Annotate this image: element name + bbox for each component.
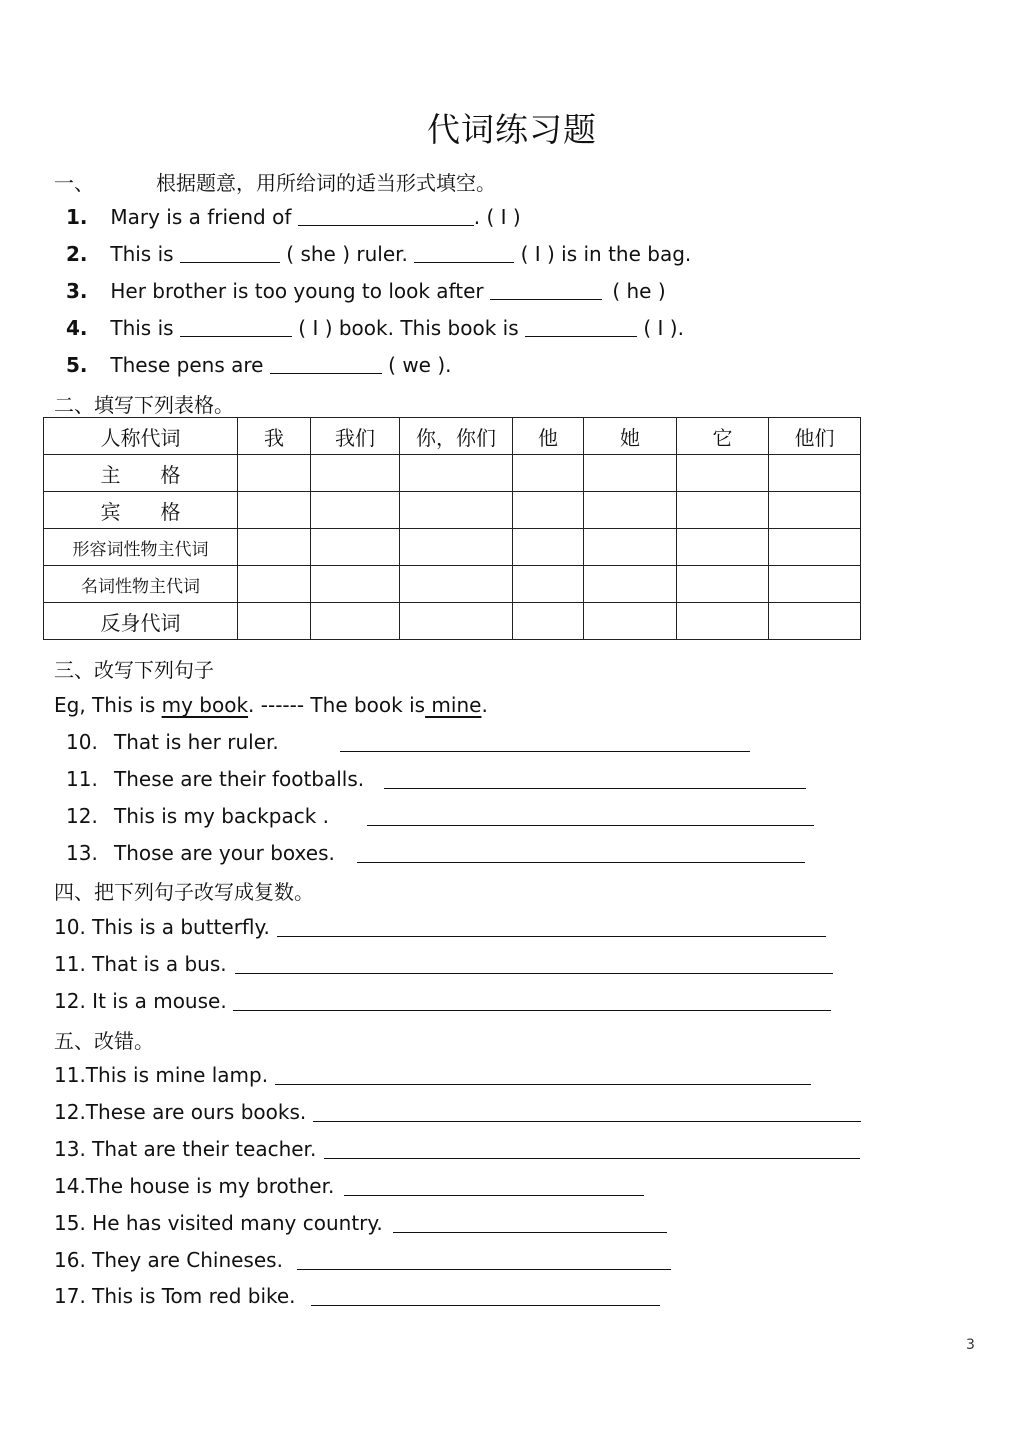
answer-line[interactable]	[233, 990, 831, 1011]
table-header-cell: 我	[238, 418, 311, 455]
answer-line[interactable]	[311, 1285, 660, 1306]
item-text: This is	[110, 316, 174, 340]
answer-line[interactable]	[277, 916, 826, 937]
row-label: 形容词性物主代词	[44, 529, 238, 566]
correction-item: 11.This is mine lamp.	[54, 1063, 269, 1087]
table-header-cell: 你，你们	[400, 418, 513, 455]
answer-line[interactable]	[357, 842, 805, 863]
example-text: . ------ The book is	[248, 693, 426, 717]
example-text: Eg, This is	[54, 693, 162, 717]
correction-item: 16. They are Chineses.	[54, 1248, 283, 1272]
answer-blank[interactable]	[525, 316, 637, 337]
table-cell[interactable]	[513, 492, 584, 529]
table-header-cell: 我们	[311, 418, 400, 455]
fill-item-3	[54, 278, 666, 304]
table-cell[interactable]	[238, 529, 311, 566]
fill-item-5	[54, 352, 452, 378]
item-number: 1.	[66, 205, 88, 229]
table-cell[interactable]	[400, 492, 513, 529]
table-cell[interactable]	[311, 492, 400, 529]
page-title: 代词练习题	[427, 110, 597, 149]
table-header-cell: 它	[677, 418, 769, 455]
section1-heading	[54, 167, 496, 196]
fill-item-4	[54, 315, 684, 341]
example-underlined: my book	[161, 693, 249, 717]
answer-line[interactable]	[344, 1175, 644, 1196]
item-text: These pens are	[110, 353, 264, 377]
answer-line[interactable]	[367, 805, 814, 826]
answer-blank[interactable]	[180, 316, 292, 337]
section1-heading-num: 一、	[54, 171, 94, 195]
section2-heading: 二、填写下列表格。	[54, 393, 234, 417]
fill-item-2	[54, 241, 691, 267]
example-underlined: mine	[425, 693, 482, 717]
table-row	[44, 492, 861, 529]
example-text: .	[481, 693, 488, 717]
item-text: . ( I )	[473, 205, 521, 229]
table-cell[interactable]	[513, 566, 584, 603]
correction-item: 12.These are ours books.	[54, 1100, 307, 1124]
table-cell[interactable]	[769, 529, 861, 566]
item-text: This is	[110, 242, 174, 266]
rewrite-item	[66, 803, 329, 829]
pronoun-table	[43, 417, 861, 640]
row-label: 反身代词	[44, 603, 238, 640]
answer-blank[interactable]	[298, 205, 474, 226]
table-cell[interactable]	[677, 529, 769, 566]
item-text: These are their footballs.	[114, 767, 365, 791]
item-number: 12.	[66, 804, 98, 828]
table-cell[interactable]	[400, 529, 513, 566]
table-cell[interactable]	[311, 566, 400, 603]
table-cell[interactable]	[513, 603, 584, 640]
plural-item: 12. It is a mouse.	[54, 989, 227, 1013]
item-number: 11.	[66, 767, 98, 791]
item-number: 13.	[66, 841, 98, 865]
answer-line[interactable]	[340, 731, 750, 752]
table-row	[44, 566, 861, 603]
table-header-cell: 她	[584, 418, 677, 455]
item-number: 3.	[66, 279, 88, 303]
table-cell[interactable]	[769, 566, 861, 603]
section1-heading-text: 根据题意，用所给词的适当形式填空。	[156, 171, 496, 195]
section3-heading: 三、改写下列句子	[54, 658, 214, 682]
table-cell[interactable]	[677, 455, 769, 492]
answer-line[interactable]	[275, 1064, 811, 1085]
table-row	[44, 603, 861, 640]
answer-line[interactable]	[313, 1101, 861, 1122]
table-row	[44, 529, 861, 566]
item-text: ( I ) is in the bag.	[520, 242, 692, 266]
table-cell[interactable]	[769, 492, 861, 529]
table-cell[interactable]	[677, 603, 769, 640]
item-text: ( I ).	[643, 316, 684, 340]
table-header-cell: 他	[513, 418, 584, 455]
example-sentence	[54, 692, 488, 718]
table-cell[interactable]	[238, 492, 311, 529]
section5-heading: 五、改错。	[54, 1029, 154, 1053]
correction-item: 14.The house is my brother.	[54, 1174, 335, 1198]
answer-line[interactable]	[297, 1249, 671, 1270]
fill-item-1	[54, 204, 521, 230]
rewrite-item	[66, 840, 335, 866]
table-cell[interactable]	[584, 603, 677, 640]
row-label: 名词性物主代词	[44, 566, 238, 603]
item-number: 5.	[66, 353, 88, 377]
table-cell[interactable]	[584, 529, 677, 566]
rewrite-item	[66, 766, 364, 792]
item-text: Those are your boxes.	[114, 841, 335, 865]
table-cell[interactable]	[311, 529, 400, 566]
item-text: ( I ) book. This book is	[298, 316, 519, 340]
item-number: 2.	[66, 242, 88, 266]
answer-line[interactable]	[384, 768, 806, 789]
item-text: ( we ).	[388, 353, 452, 377]
table-cell[interactable]	[677, 566, 769, 603]
answer-line[interactable]	[235, 953, 833, 974]
table-cell[interactable]	[238, 455, 311, 492]
table-cell[interactable]	[311, 603, 400, 640]
table-cell[interactable]	[400, 566, 513, 603]
table-cell[interactable]	[400, 455, 513, 492]
correction-item: 13. That are their teacher.	[54, 1137, 317, 1161]
correction-item: 15. He has visited many country.	[54, 1211, 383, 1235]
item-text: Her brother is too young to look after	[110, 279, 484, 303]
row-label: 主 格	[44, 455, 238, 492]
item-text: That is her ruler.	[114, 730, 279, 754]
section4-heading: 四、把下列句子改写成复数。	[54, 880, 314, 904]
answer-blank[interactable]	[270, 353, 382, 374]
table-cell[interactable]	[584, 566, 677, 603]
page-number: 3	[966, 1337, 975, 1353]
table-cell[interactable]	[238, 603, 311, 640]
table-row	[44, 455, 861, 492]
table-cell[interactable]	[584, 492, 677, 529]
item-text: Mary is a friend of	[110, 205, 292, 229]
table-cell[interactable]	[677, 492, 769, 529]
table-cell[interactable]	[311, 455, 400, 492]
plural-item: 10. This is a butterfly.	[54, 915, 270, 939]
rewrite-item	[66, 729, 279, 755]
plural-item: 11. That is a bus.	[54, 952, 227, 976]
correction-item: 17. This is Tom red bike.	[54, 1284, 296, 1308]
answer-line[interactable]	[393, 1212, 667, 1233]
item-text: ( he )	[612, 279, 666, 303]
item-text: ( she ) ruler.	[286, 242, 408, 266]
table-header-row	[44, 418, 861, 455]
answer-blank[interactable]	[180, 242, 280, 263]
answer-blank[interactable]	[490, 279, 602, 300]
table-cell[interactable]	[584, 455, 677, 492]
table-cell[interactable]	[400, 603, 513, 640]
table-cell[interactable]	[769, 603, 861, 640]
table-header-cell: 人称代词	[44, 418, 238, 455]
row-label: 宾 格	[44, 492, 238, 529]
item-text: This is my backpack .	[114, 804, 330, 828]
table-cell[interactable]	[769, 455, 861, 492]
answer-blank[interactable]	[414, 242, 514, 263]
table-cell[interactable]	[238, 566, 311, 603]
answer-line[interactable]	[324, 1138, 860, 1159]
table-cell[interactable]	[513, 529, 584, 566]
table-cell[interactable]	[513, 455, 584, 492]
item-number: 4.	[66, 316, 88, 340]
table-header-cell: 他们	[769, 418, 861, 455]
item-number: 10.	[66, 730, 98, 754]
